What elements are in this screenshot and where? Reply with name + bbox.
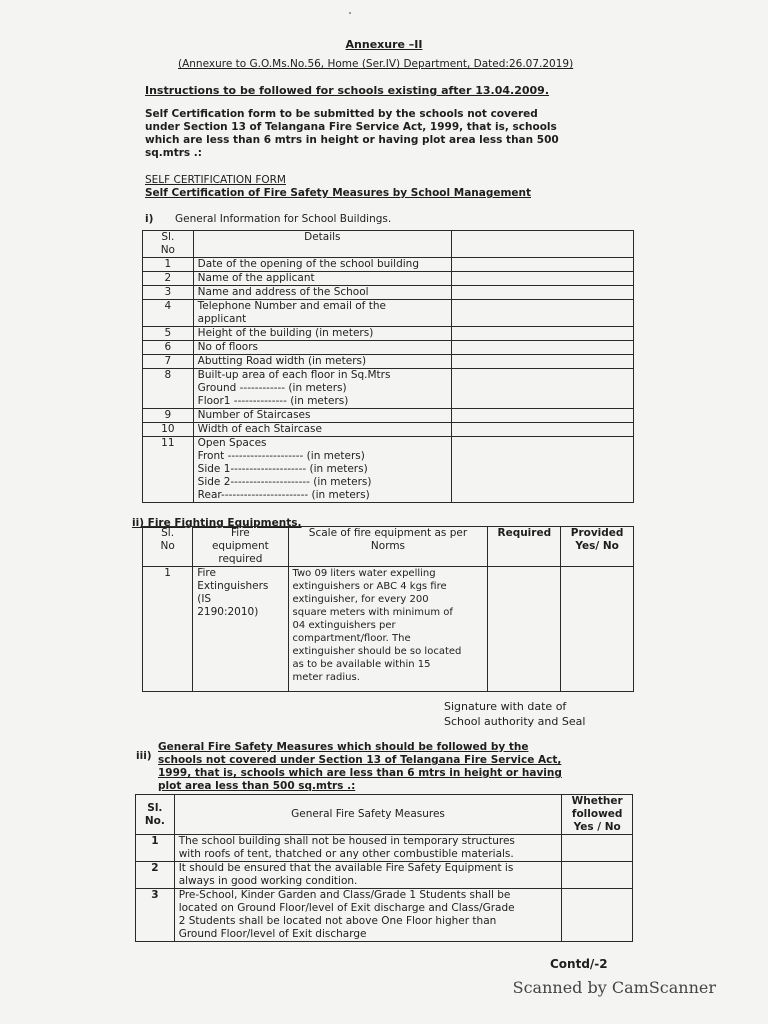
- followed-cell[interactable]: [562, 835, 633, 862]
- table-row: 4 Telephone Number and email of the applicant: [143, 300, 634, 327]
- general-info-table: [142, 230, 634, 503]
- table-row: 2 It should be ensured that the available Fire Safety Equipment is always in good working condition.: [136, 862, 633, 889]
- table-row: 8 Built-up area of each floor in Sq.Mtrs Ground ------------ (in meters) Floor1 -------------- (in meters): [143, 369, 634, 409]
- answer-cell[interactable]: [452, 327, 634, 341]
- col-required: Required: [488, 527, 561, 567]
- form-subtitle: Self Certification of Fire Safety Measures by School Management: [145, 187, 532, 199]
- intro-line: sq.mtrs .:: [145, 147, 202, 159]
- col-scale: Scale of fire equipment as per Norms: [288, 527, 488, 567]
- answer-cell[interactable]: [452, 437, 634, 503]
- answer-cell[interactable]: [452, 409, 634, 423]
- section1-heading: General Information for School Buildings.: [175, 213, 392, 225]
- table-header-row: [143, 527, 634, 567]
- section1-number: i): [145, 213, 154, 225]
- intro-paragraph: [145, 108, 559, 160]
- table-row: 7 Abutting Road width (in meters): [143, 355, 634, 369]
- provided-cell[interactable]: [561, 567, 634, 692]
- camscanner-watermark: Scanned by CamScanner: [512, 978, 716, 997]
- answer-cell[interactable]: [452, 341, 634, 355]
- answer-cell[interactable]: [452, 369, 634, 409]
- intro-line: which are less than 6 mtrs in height or having plot area less than 500: [145, 134, 559, 146]
- col-followed: Whether followed Yes / No: [562, 795, 633, 835]
- col-sl-no: Sl. No: [143, 231, 194, 258]
- signature-block: Signature with date of School authority and Seal: [444, 700, 586, 728]
- table-row: 11 Open Spaces Front -------------------- (in meters) Side 1-------------------- (in meters) Side 2--------------------- (in meters) Rear----------------------- (in meters): [143, 437, 634, 503]
- table-header-row: [143, 231, 634, 258]
- section3-heading: General Fire Safety Measures which should be followed by the schools not covered under Section 13 of Telangana Fire Service Act, 1999, that is, schools which are less than 6 mtrs in height or having plot area less than 500 sq.mtrs .:: [158, 741, 562, 792]
- annexure-title: Annexure –II: [345, 38, 423, 51]
- table-row: 1 Fire Extinguishers (IS 2190:2010) Two 09 liters water expelling extinguishers or ABC 4 kgs fire extinguisher, for every 200 square meters with minimum of 04 extinguishers per compartment/floor. The extinguisher should be so located as to be available within 15 meter radius.: [143, 567, 634, 692]
- col-provided: Provided Yes/ No: [561, 527, 634, 567]
- annexure-reference: (Annexure to G.O.Ms.No.56, Home (Ser.IV) Department, Dated:26.07.2019): [178, 58, 574, 70]
- answer-cell[interactable]: [452, 355, 634, 369]
- table-row: 10 Width of each Staircase: [143, 423, 634, 437]
- table-row: 2 Name of the applicant: [143, 272, 634, 286]
- answer-cell[interactable]: [452, 272, 634, 286]
- col-value: [452, 231, 634, 258]
- followed-cell[interactable]: [562, 862, 633, 889]
- followed-cell[interactable]: [562, 889, 633, 942]
- answer-cell[interactable]: [452, 423, 634, 437]
- answer-cell[interactable]: [452, 286, 634, 300]
- answer-cell[interactable]: [452, 258, 634, 272]
- answer-cell[interactable]: [452, 300, 634, 327]
- table-row: 6 No of floors: [143, 341, 634, 355]
- col-fire-equipment: Fire equipment required: [193, 527, 288, 567]
- table-header-row: [136, 795, 633, 835]
- table-row: 3 Name and address of the School: [143, 286, 634, 300]
- col-details: Details: [193, 231, 451, 258]
- col-sl-no: Sl. No.: [136, 795, 175, 835]
- form-title: SELF CERTIFICATION FORM: [145, 174, 286, 186]
- fire-equipment-table: [142, 526, 634, 692]
- scan-speck: [349, 12, 351, 14]
- table-row: 5 Height of the building (in meters): [143, 327, 634, 341]
- section3-number: iii): [136, 750, 152, 762]
- col-sl-no: Sl. No: [143, 527, 193, 567]
- intro-line: under Section 13 of Telangana Fire Service Act, 1999, that is, schools: [145, 121, 557, 133]
- intro-line: Self Certification form to be submitted by the schools not covered: [145, 108, 538, 120]
- continued-note: Contd/-2: [550, 957, 608, 971]
- required-cell[interactable]: [488, 567, 561, 692]
- table-row: 3 Pre-School, Kinder Garden and Class/Grade 1 Students shall be located on Ground Floor/level of Exit discharge and Class/Grade 2 Students shall be located not above One Floor higher than Ground Floor/level of Exit discharge: [136, 889, 633, 942]
- table-row: 1 The school building shall not be housed in temporary structures with roofs of tent, thatched or any other combustible materials.: [136, 835, 633, 862]
- table-row: 9 Number of Staircases: [143, 409, 634, 423]
- general-measures-table: [135, 794, 633, 942]
- col-measures: General Fire Safety Measures: [174, 795, 562, 835]
- instructions-heading: Instructions to be followed for schools existing after 13.04.2009.: [145, 84, 550, 97]
- table-row: 1 Date of the opening of the school building: [143, 258, 634, 272]
- section2-heading: ii) Fire Fighting Equipments.: [132, 517, 302, 529]
